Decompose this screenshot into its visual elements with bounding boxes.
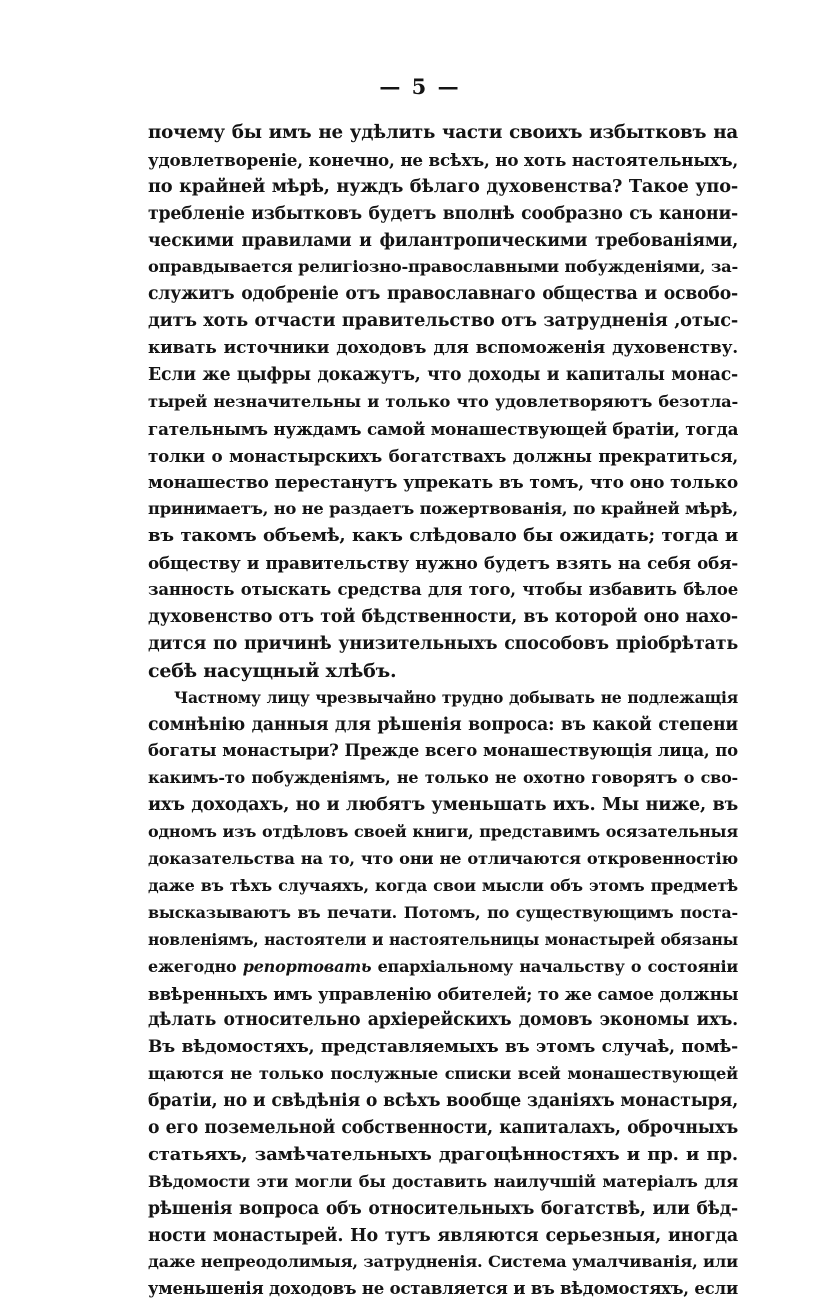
text-line: по крайней мѣрѣ, нуждъ бѣлаго духовенства? Такое упо- <box>148 175 738 197</box>
text-line: даже въ тѣхъ случаяхъ, когда свои мысли объ этомъ предметѣ <box>148 875 738 895</box>
text-line: требленіе избытковъ будетъ вполнѣ сообразно съ канони- <box>148 203 738 224</box>
text-line: почему бы имъ не удѣлить части своихъ избытковъ на <box>148 122 738 143</box>
text-line: гательнымъ нуждамъ самой монашествующей братіи, тогда <box>148 418 738 439</box>
text-line: занность отыскать средства для того, чтобы избавить бѣлое <box>148 580 738 600</box>
text-line: высказываютъ въ печати. Потомъ, по существующимъ поста- <box>148 902 738 922</box>
text-line: статьяхъ, замѣчательныхъ драгоцѣнностяхъ и пр. и пр. <box>148 1143 738 1165</box>
text-line: удовлетвореніе, конечно, не всѣхъ, но хоть настоятельныхъ, <box>148 149 738 170</box>
text-line: уменьшенія доходовъ не оставляется и въ вѣдомостяхъ, если <box>148 1279 738 1299</box>
text-line: принимаетъ, но не раздаетъ пожертвованія, по крайней мѣрѣ, <box>148 499 738 519</box>
text-line: ности монастырей. Но тутъ являются серьезныя, иногда <box>148 1225 738 1246</box>
text-line: себѣ насущный хлѣбъ. <box>148 659 397 682</box>
text-line: тырей незначительны и только что удовлетворяютъ безотла- <box>148 391 738 411</box>
text-line: обществу и правительству нужно будетъ взять на себя обя- <box>148 553 738 574</box>
text-line: Въ вѣдомостяхъ, представляемыхъ въ этомъ случаѣ, помѣ- <box>148 1037 738 1058</box>
text-line: оправдывается религіозно-православными побужденіями, за- <box>148 257 738 277</box>
text-line: Вѣдомости эти могли бы доставить наилучшій матеріалъ для <box>148 1171 738 1191</box>
text-line: доказательства на то, что они не отличаются откровенностію <box>148 849 738 869</box>
text-line: ввѣренныхъ имъ управленію обителей; то же самое должны <box>148 983 738 1004</box>
text-line: о его поземельной собственности, капиталахъ, оброчныхъ <box>148 1117 738 1138</box>
text-line: какимъ-то побужденіямъ, не только не охотно говорятъ о сво- <box>148 768 738 788</box>
text-line: дится по причинѣ унизительныхъ способовъ пріобрѣтать <box>148 633 738 654</box>
text-line: духовенство отъ той бѣдственности, въ которой оно нахо- <box>148 607 738 628</box>
text-line: братіи, но и свѣдѣнія о всѣхъ вообще зданіяхъ монастыря, <box>148 1091 738 1112</box>
text-line: въ такомъ объемѣ, какъ слѣдовало бы ожидать; тогда и <box>148 525 738 547</box>
text-line: щаются не только послужные списки всей монашествующей <box>148 1064 738 1084</box>
text-segment: епархіальному начальству о состояніи <box>377 956 738 976</box>
text-line: толки о монастырскихъ богатствахъ должны прекратиться, <box>148 445 738 466</box>
text-line: Если же цыфры докажутъ, что доходы и капиталы монас- <box>148 365 738 386</box>
paragraph-first-line: Частному лицу чрезвычайно трудно добывать не подлежащія <box>174 687 738 707</box>
text-line: ческими правилами и филантропическими требованіями, <box>148 230 738 251</box>
text-line: монашество перестанутъ упрекать въ томъ, что оно только <box>148 472 738 493</box>
text-line-with-italic <box>148 954 738 981</box>
text-line: сомнѣнію данныя для рѣшенія вопроса: въ какой степени <box>148 714 738 735</box>
page-number: — 5 — <box>379 74 461 99</box>
body-text <box>148 120 738 1303</box>
text-line: богаты монастыри? Прежде всего монашествующія лица, по <box>148 741 738 761</box>
text-line: рѣшенія вопроса объ относительныхъ богатствѣ, или бѣд- <box>148 1198 738 1219</box>
text-line: ихъ доходахъ, но и любятъ уменьшать ихъ. Мы ниже, въ <box>148 794 738 816</box>
text-line: служитъ одобреніе отъ православнаго общества и освобо- <box>148 284 738 305</box>
text-line: дитъ хоть отчасти правительство отъ затрудненія ,отыс- <box>148 310 738 332</box>
text-segment: ежегодно <box>148 956 237 976</box>
text-line: дѣлать относительно архіерейскихъ домовъ экономы ихъ. <box>148 1010 738 1031</box>
text-line: одномъ изъ отдѣловъ своей книги, представимъ осязательныя <box>148 822 738 842</box>
text-line: даже непреодолимыя, затрудненія. Система умалчиванія, или <box>148 1252 738 1272</box>
italic-word: репортовать <box>242 956 372 976</box>
text-line: кивать источники доходовъ для вспоможенія духовенству. <box>148 338 738 359</box>
text-line: новленіямъ, настоятели и настоятельницы монастырей обязаны <box>148 929 738 949</box>
